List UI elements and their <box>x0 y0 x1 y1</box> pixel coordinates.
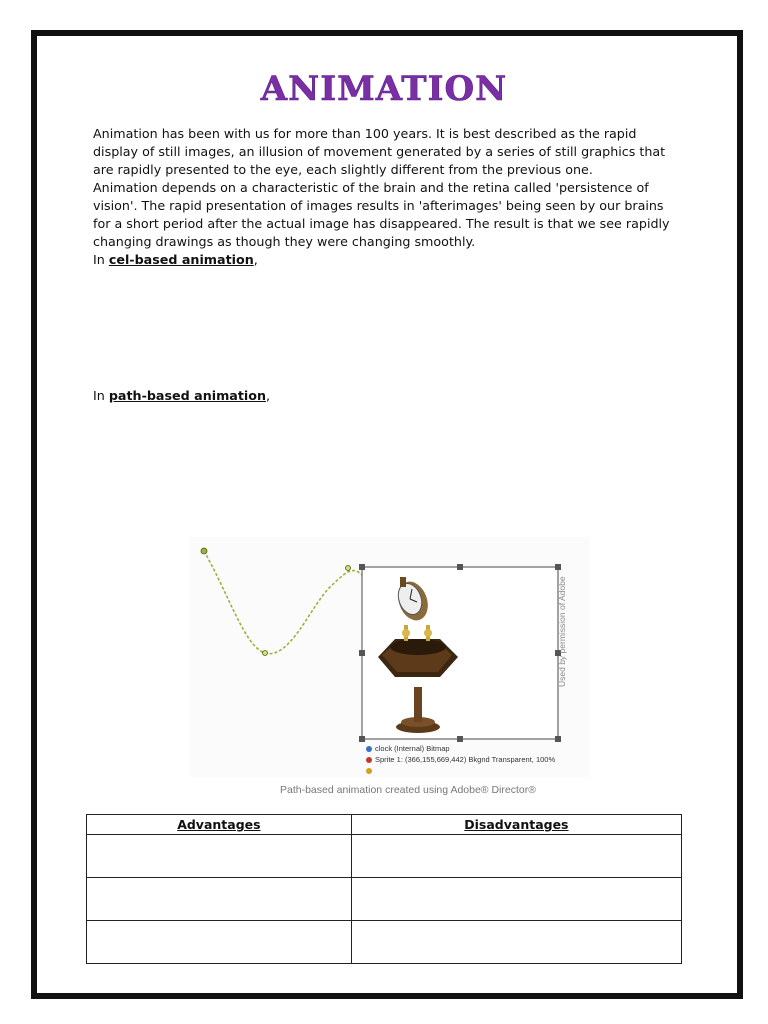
persistence-paragraph: Animation depends on a characteristic of the brain and the retina called 'persistence of vision'. The rapid presentation of images results in 'afterimages' being seen by our brains for a short period after the actual image has disappeared. The result is that we see rapidly changing drawings as though they were changing smoothly. <box>93 180 670 249</box>
disadvantages-header: Disadvantages <box>351 815 681 835</box>
path-prefix: In <box>93 388 109 403</box>
path-based-line <box>93 387 270 405</box>
advantages-table <box>86 814 682 964</box>
cel-prefix: In <box>93 252 109 267</box>
path-start-point <box>201 548 207 554</box>
advantage-cell[interactable] <box>87 878 352 921</box>
image-credit: Used by permission of Adobe <box>557 576 567 687</box>
table-header-row <box>87 815 682 835</box>
table-row <box>87 921 682 964</box>
disadvantage-cell[interactable] <box>351 835 681 878</box>
path-keyframe-point <box>263 651 268 656</box>
sprite-info-line-3 <box>366 765 555 776</box>
sprite-info-line-1 <box>366 743 555 754</box>
sprite-info-line-2 <box>366 754 555 765</box>
sprite-cast-member: clock (Internal) Bitmap <box>375 744 450 753</box>
body-text <box>93 125 683 269</box>
cel-based-term: cel-based animation <box>108 252 254 267</box>
table-row <box>87 835 682 878</box>
path-suffix: , <box>266 388 271 403</box>
sprite-info-panel <box>366 743 555 776</box>
sprite-properties: Sprite 1: (366,155,669,442) Bkgnd Transparent, 100% <box>375 755 556 764</box>
disadvantage-cell[interactable] <box>351 921 681 964</box>
info-icon <box>366 746 372 752</box>
tween-icon <box>366 768 372 774</box>
cel-based-line <box>93 251 683 269</box>
page-title: ANIMATION <box>260 69 508 109</box>
advantage-cell[interactable] <box>87 921 352 964</box>
path-animation-figure <box>190 537 590 805</box>
advantages-header: Advantages <box>87 815 352 835</box>
cel-suffix: , <box>253 252 258 267</box>
advantage-cell[interactable] <box>87 835 352 878</box>
path-keyframe-point <box>346 566 351 571</box>
disadvantage-cell[interactable] <box>351 878 681 921</box>
table-row <box>87 878 682 921</box>
path-based-term: path-based animation <box>108 388 267 403</box>
figure-caption: Path-based animation created using Adobe® Director® <box>280 784 536 796</box>
sprite-icon <box>366 757 372 763</box>
intro-paragraph: Animation has been with us for more than 100 years. It is best described as the rapid display of still images, an illusion of movement generated by a series of still graphics that are rapidly presented to the eye, each slightly different from the previous one. <box>93 126 666 177</box>
